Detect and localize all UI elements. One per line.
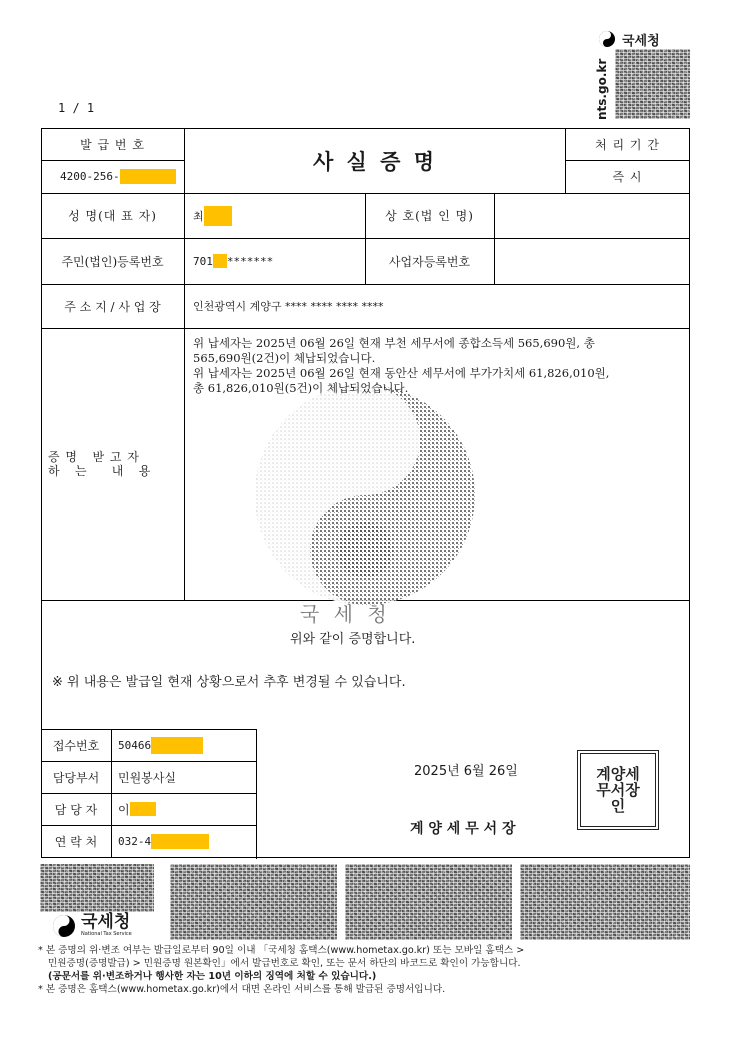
address-value: 인천광역시 계양구 **** **** **** **** — [193, 300, 384, 313]
site-vertical-text: nts.go.kr — [595, 58, 609, 120]
certification-label-line2: 하 는 내 용 — [48, 464, 152, 478]
footer-logo — [52, 913, 132, 938]
official-stamp — [577, 750, 659, 830]
issue-no-text: 4200-256- — [60, 170, 120, 183]
seal-watermark-text: 국 세 청 — [300, 602, 391, 626]
nts-logo-icon — [52, 914, 76, 938]
contact-label: 연 락 처 — [54, 835, 98, 849]
rrn-suffix: ******* — [226, 254, 274, 268]
header-logo — [598, 30, 698, 48]
company-label: 상 호(법 인 명) — [385, 209, 474, 223]
issue-date: 2025년 6월 26일 — [414, 764, 518, 779]
receipt-no-label: 접수번호 — [52, 738, 100, 753]
header-logo-text: 국세청 — [622, 33, 660, 49]
footer-note: 민원증명(증명발급) > 민원증명 원본확인」에서 발급번호로 확인, 또는 문서 하단의 바코드로 확인이 가능합니다. — [48, 958, 521, 969]
barcode-block — [520, 864, 690, 940]
issue-no-value — [41, 160, 184, 193]
redaction-mark — [213, 254, 227, 268]
name-text: 최 — [193, 209, 204, 223]
issue-no-label: 발 급 번 호 — [80, 137, 145, 152]
content-line: 위 납세자는 2025년 06월 26일 현재 부천 세무서에 종합소득세 565,690원, 총 — [193, 336, 595, 350]
officer-label: 담 당 자 — [54, 802, 98, 817]
content-line: 위 납세자는 2025년 06월 26일 현재 동안산 세무서에 부가가치세 61,826,010원, — [193, 366, 610, 380]
content-line: 총 61,826,010원(5건)이 체납되었습니다. — [193, 381, 409, 395]
contact-value — [112, 825, 256, 858]
officer-text: 이 — [118, 802, 130, 817]
bizno-value — [495, 238, 690, 284]
processing-value: 즉 시 — [612, 170, 643, 184]
rrn-value — [185, 238, 365, 284]
taegeuk-watermark-icon — [252, 382, 478, 608]
footer-note: (공문서를 위·변조하거나 행사한 자는 10년 이하의 징역에 처할 수 있습니다.) — [48, 971, 377, 982]
certification-label — [48, 450, 180, 478]
certification-content — [193, 336, 683, 396]
nts-logo-icon — [598, 30, 616, 48]
redaction-mark — [204, 206, 232, 226]
content-line: 565,690원(2건)이 체납되었습니다. — [193, 351, 376, 365]
certification-label-line1: 증 명 받 고 자 — [48, 450, 140, 464]
barcode-small — [40, 864, 154, 912]
document-title: 사 실 증 명 — [312, 148, 438, 174]
footer-note: * 본 증명의 위·변조 여부는 발급일로부터 90일 이내 「국세청 홈택스(www.hometax.go.kr) 또는 모바일 홈택스 > — [38, 945, 525, 956]
company-value — [495, 193, 690, 238]
footer-note: * 본 증명은 홈택스(www.hometax.go.kr)에서 대면 온라인 서비스를 통해 발급된 증명서입니다. — [38, 984, 446, 995]
officer-value — [112, 793, 256, 825]
name-value — [185, 193, 365, 238]
barcode-block — [345, 864, 512, 940]
change-notice: ※ 위 내용은 발급일 현재 상황으로서 추후 변경될 수 있습니다. — [52, 675, 406, 690]
redaction-mark — [151, 834, 209, 849]
qr-code — [615, 49, 690, 119]
name-label: 성 명(대 표 자) — [68, 209, 157, 223]
issuing-office: 계 양 세 무 서 장 — [410, 821, 516, 837]
rrn-label: 주민(법인)등록번호 — [61, 254, 164, 269]
rrn-prefix: 701 — [193, 254, 213, 268]
certify-text: 위와 같이 증명합니다. — [290, 632, 416, 647]
contact-text: 032-4 — [118, 835, 152, 848]
receipt-no-text: 50466 — [118, 738, 152, 752]
processing-label: 처 리 기 간 — [595, 137, 660, 152]
page-number: 1 / 1 — [58, 101, 95, 115]
footer-logo-sub: National Tax Service — [81, 931, 132, 937]
address-label: 주 소 지 / 사 업 장 — [64, 299, 161, 314]
redaction-mark — [130, 802, 156, 816]
dept-label: 담당부서 — [52, 770, 100, 785]
redaction-mark — [151, 737, 203, 754]
barcode-block — [170, 864, 337, 940]
receipt-no-value — [112, 729, 256, 761]
dept-value: 민원봉사실 — [118, 770, 176, 785]
row-divider — [41, 328, 690, 329]
stamp-text: 계양세무서장인 — [596, 765, 640, 815]
redaction-mark — [120, 169, 176, 184]
footer-notes — [38, 944, 698, 996]
bizno-label: 사업자등록번호 — [388, 254, 471, 269]
footer-logo-text: 국세청 — [81, 912, 131, 932]
